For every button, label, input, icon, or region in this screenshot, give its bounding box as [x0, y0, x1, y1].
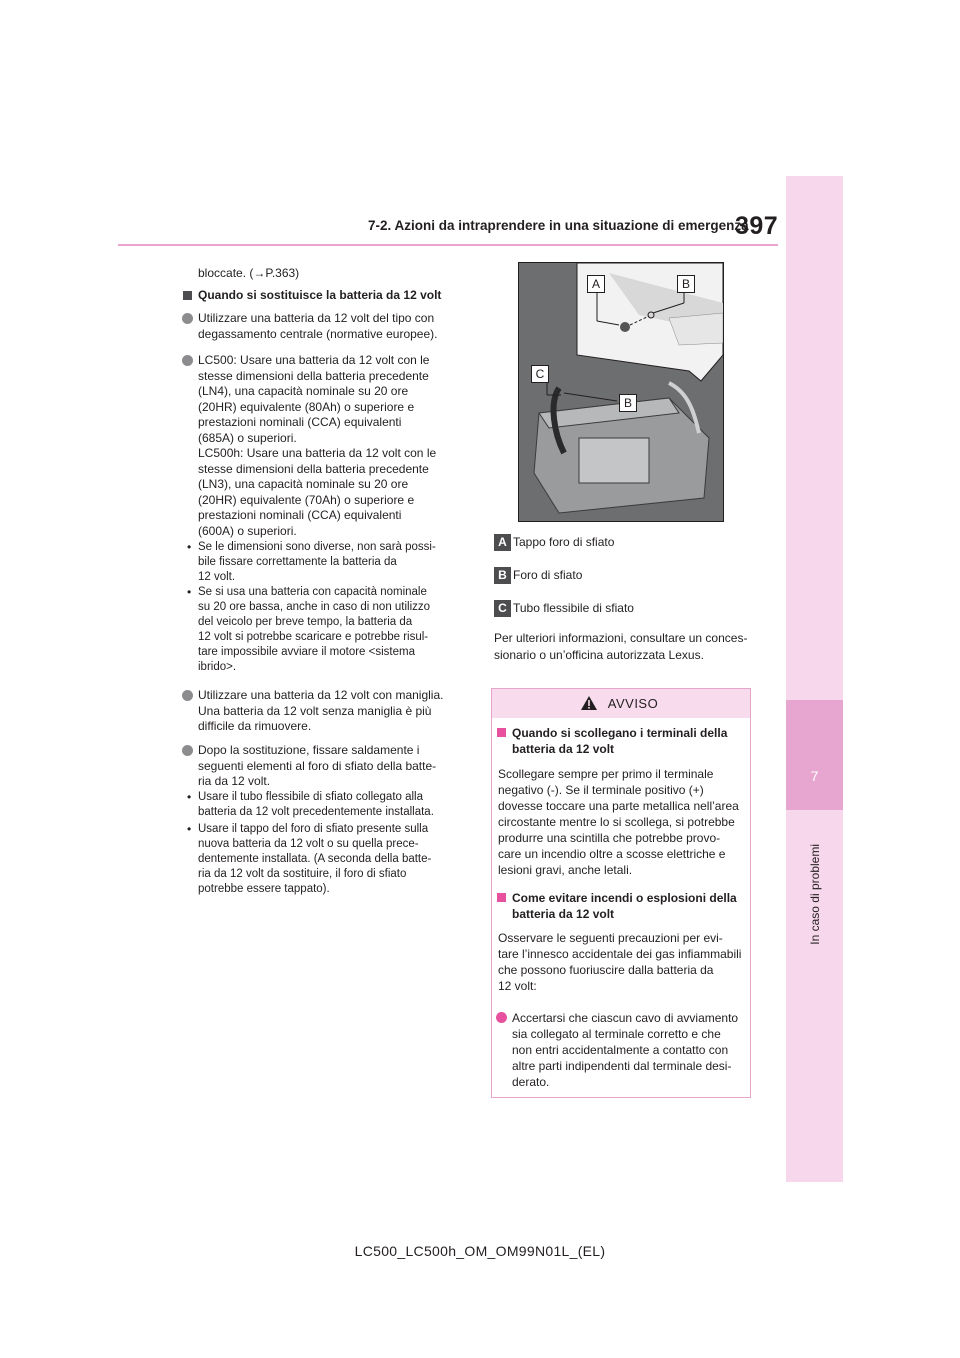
round-bullet-icon: [182, 745, 193, 756]
bullet-battery-type: Utilizzare una batteria da 12 volt del tipo con degassamento centrale (normative europee).: [198, 311, 468, 342]
legend-text-c: Tubo flessibile di sfiato: [513, 601, 634, 615]
sub-bullet-vent-hose: • Usare il tubo flessibile di sfiato collegato alla batteria da 12 volt precedentemente installata.: [187, 790, 434, 818]
header-divider: [118, 244, 778, 246]
legend-text-a: Tappo foro di sfiato: [513, 535, 615, 549]
legend-badge-a: A: [494, 534, 511, 551]
manual-code-footer: LC500_LC500h_OM_OM99N01L_(EL): [354, 1243, 606, 1259]
legend-badge-c: C: [494, 600, 511, 617]
sub-bullet-vent-plug: • Usare il tappo del foro di sfiato presente sulla nuova batteria da 12 volt o su quella prece- dentemente installata. (A seconda della batte- ria da 12 volt da sostituire, il foro di sfiato potrebbe essere tappato).: [187, 822, 432, 895]
dot-bullet-icon: •: [187, 822, 192, 836]
dot-bullet-icon: •: [187, 790, 192, 804]
battery-figure: [518, 262, 724, 522]
side-tab-label: In caso di problemi: [808, 844, 822, 945]
legend-badge-b: B: [494, 567, 511, 584]
bullet-handle: Utilizzare una batteria da 12 volt con maniglia. Una batteria da 12 volt senza maniglia è più difficile da rimuovere.: [198, 688, 468, 735]
figure-label-a: A: [587, 275, 605, 293]
intro-line: bloccate. (→P.363): [198, 266, 300, 280]
square-bullet-icon: [497, 728, 506, 737]
figure-label-b-bottom: B: [619, 394, 637, 412]
dealer-note: Per ulteriori informazioni, consultare un conces- sionario o un’officina autorizzata Lexus.: [494, 631, 748, 662]
sub-bullet-size: • Se le dimensioni sono diverse, non sarà possi- bile fissare correttamente la batteria da 12 volt.: [187, 540, 436, 583]
page-number: 397: [735, 212, 779, 240]
chapter-title: 7-2. Azioni da intraprendere in una situazione di emergenza: [368, 218, 749, 233]
dot-bullet-icon: •: [187, 540, 192, 554]
warning-title: AVVISO: [607, 696, 659, 711]
warning-heading-terminals: Quando si scollegano i terminali della batteria da 12 volt: [512, 725, 740, 757]
figure-label-c: C: [531, 365, 549, 383]
side-tab-number: 7: [810, 768, 819, 784]
side-tab: [786, 176, 843, 1182]
round-bullet-icon: [182, 355, 193, 366]
sub-bullet-capacity: • Se si usa una batteria con capacità nominale su 20 ore bassa, anche in caso di non utilizzo del veicolo per breve tempo, la batteria da 12 volt si potrebbe scaricare e potrebbe risul- tare impossibile avviare il motore <sistema ibrido>.: [187, 585, 431, 673]
figure-label-b-top: B: [677, 275, 695, 293]
warning-text-terminals: Scollegare sempre per primo il terminale negativo (-). Se il terminale positivo (+) dovesse toccare una parte metallica nell’area circostante mentre lo si scollega, si potrebbe produrre una scintilla che potrebbe provo- care un incendio oltre a scosse elettriche e lesioni gravi, anche letali.: [498, 767, 739, 877]
round-bullet-icon: [496, 1012, 507, 1023]
square-bullet-icon: [497, 893, 506, 902]
warning-heading-fire: Come evitare incendi o esplosioni della batteria da 12 volt: [512, 890, 740, 922]
side-tab-marker: [786, 700, 843, 810]
bullet-after-replacement: Dopo la sostituzione, fissare saldamente i seguenti elementi al foro di sfiato della batte- ria da 12 volt.: [198, 743, 468, 790]
round-bullet-icon: [182, 690, 193, 701]
warning-bullet-cables: Accertarsi che ciascun cavo di avviamento sia collegato al terminale corretto e che non entri accidentalmente a contatto con altre parti indipendenti dal terminale desi- derato.: [512, 1010, 740, 1090]
square-bullet-icon: [183, 291, 192, 300]
legend-text-b: Foro di sfiato: [513, 568, 583, 582]
battery-illustration: [519, 263, 723, 521]
section-heading: Quando si sostituisce la batteria da 12 volt: [198, 288, 468, 304]
warning-text-fire: Osservare le seguenti precauzioni per evi- tare l’innesco accidentale dei gas infiammabili che possono fuoriuscire dalla batteria da 12 volt:: [498, 931, 742, 993]
bullet-battery-size: LC500: Usare una batteria da 12 volt con le stesse dimensioni della batteria precedente (LN4), una capacità nominale su 20 ore (20HR) equivalente (80Ah) o superiore e prestazioni nominali (CCA) equivalenti (685A) o superiori. LC500h: Usare una batteria da 12 volt con le stesse dimensioni della batteria precedente (LN3), una capacità nominale su 20 ore (20HR) equivalente (70Ah) o superiore e prestazioni nominali (CCA) equivalenti (600A) o superiori.: [198, 353, 468, 539]
warning-header: [492, 689, 750, 718]
dot-bullet-icon: •: [187, 585, 192, 599]
round-bullet-icon: [182, 313, 193, 324]
warning-box: [491, 688, 751, 1098]
